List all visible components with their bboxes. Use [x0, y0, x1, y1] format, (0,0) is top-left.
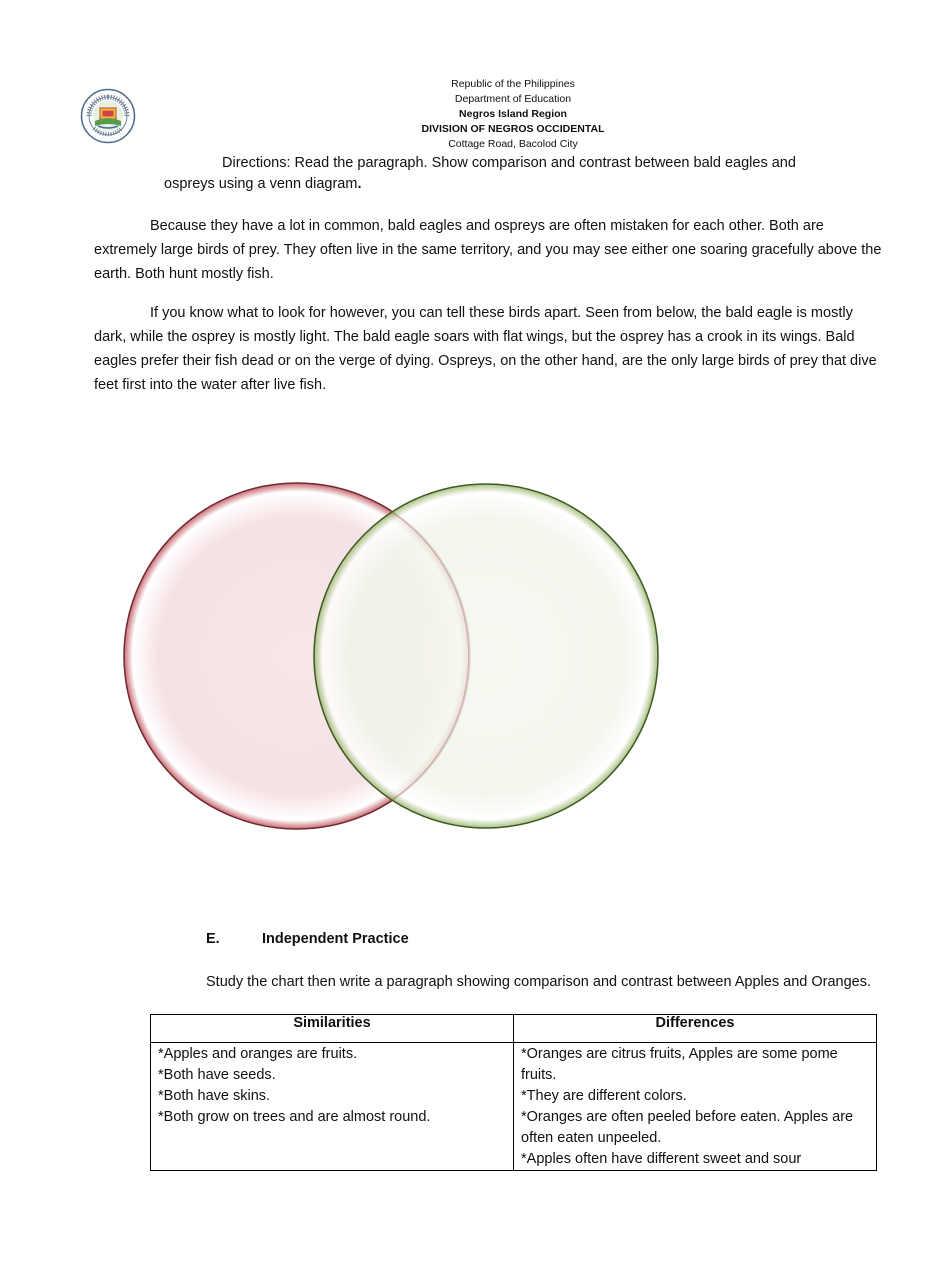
practice-instruction: Study the chart then write a paragraph showing comparison and contrast between Apples and Oranges.	[206, 974, 871, 990]
header-differences: Differences	[514, 1015, 877, 1043]
section-e-letter: E.	[206, 931, 220, 947]
difference-item: *Oranges are citrus fruits, Apples are some pome fruits.	[521, 1046, 838, 1083]
directions-line-2: ospreys using a venn diagram	[164, 176, 358, 192]
difference-item: *Apples often have different sweet and sour	[521, 1151, 802, 1167]
paragraph-differences: If you know what to look for however, you can tell these birds apart. Seen from below, the bald eagle is mostly dark, while the osprey is mostly light. The bald eagle soars with flat wings, but the osprey has a crook in its wings. Bald eagles prefer their fish dead or on the verge of dying. Ospreys, on the other hand, are the only large birds of prey that dive feet first into the water after live fish.	[94, 305, 877, 393]
letterhead	[0, 77, 950, 152]
directions	[164, 153, 864, 195]
venn-diagram	[118, 478, 668, 838]
directions-period: .	[357, 176, 362, 192]
similarity-item: *Both grow on trees and are almost round.	[158, 1109, 431, 1125]
chart-header-row	[151, 1015, 877, 1043]
header-republic: Republic of the Philippines	[451, 78, 575, 90]
chart-body-row	[151, 1043, 877, 1171]
header-department: Department of Education	[454, 93, 572, 105]
header-address: Cottage Road, Bacolod City	[448, 138, 578, 150]
comparison-chart	[150, 1014, 877, 1171]
differences-cell	[514, 1043, 877, 1171]
venn-circle-right	[314, 484, 658, 828]
similarities-cell	[151, 1043, 514, 1171]
header-division: DIVISION OF NEGROS OCCIDENTAL	[421, 123, 605, 135]
similarity-item: *Both have seeds.	[158, 1067, 276, 1083]
header-region: Negros Island Region	[459, 108, 567, 120]
paragraph-similarities: Because they have a lot in common, bald eagles and ospreys are often mistaken for each other. Both are extremely large birds of prey. They often live in the same territory, and you may see either one soaring gracefully above the earth. Both hunt mostly fish.	[94, 218, 882, 282]
section-e-heading	[206, 931, 409, 947]
similarity-item: *Apples and oranges are fruits.	[158, 1046, 358, 1062]
difference-item: *They are different colors.	[521, 1088, 687, 1104]
difference-item: *Oranges are often peeled before eaten. Apples are often eaten unpeeled.	[521, 1109, 854, 1146]
similarity-item: *Both have skins.	[158, 1088, 271, 1104]
section-e-title: Independent Practice	[262, 931, 409, 947]
header-similarities: Similarities	[151, 1015, 514, 1043]
directions-line-1: Directions: Read the paragraph. Show comparison and contrast between bald eagles and	[222, 155, 796, 171]
